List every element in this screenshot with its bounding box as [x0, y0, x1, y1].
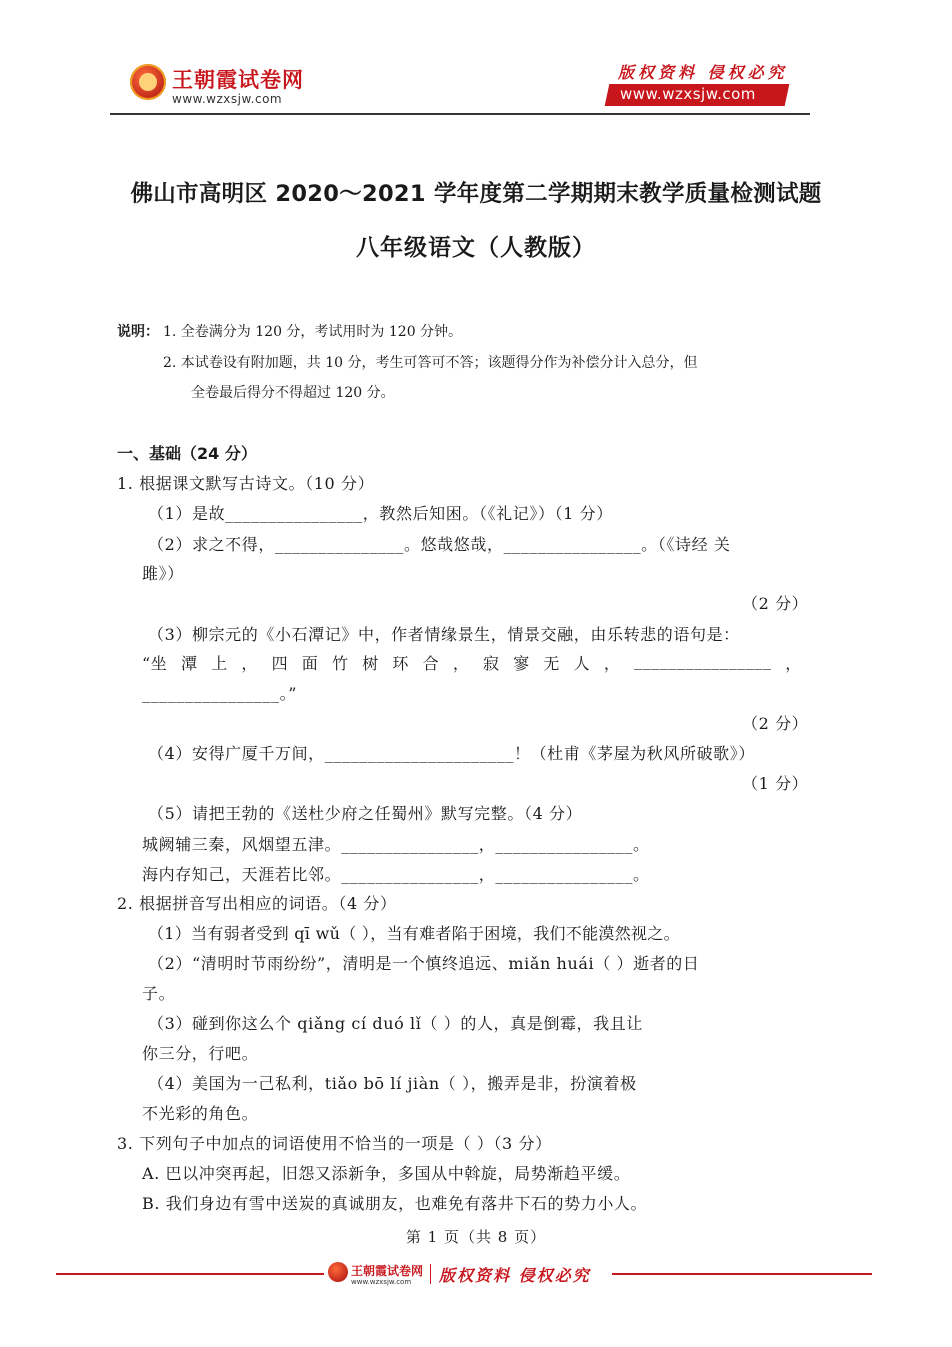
question-part-cont: 子。	[142, 984, 176, 1003]
poem-line: 城阙辅三秦，风烟望五津。________________，________________。	[142, 835, 650, 854]
quote-char: 面	[301, 654, 319, 673]
question-part: （3）柳宗元的《小石潭记》中，作者情缘景生，情景交融，由乐转悲的语句是：	[148, 625, 740, 644]
footer-logo-name: 王朝霞试卷网	[351, 1264, 424, 1278]
quote-char: 树	[362, 654, 379, 673]
quote-char: 无	[543, 654, 561, 673]
instructions-label: 说明：	[117, 324, 159, 340]
question-part-cont: 你三分，行吧。	[142, 1044, 259, 1063]
logo-name: 王朝霞试卷网	[172, 68, 304, 92]
quote-char: 环	[392, 654, 410, 673]
score-label: （2 分）	[742, 594, 809, 613]
quote-char: 竹	[332, 654, 349, 673]
question-part: （2）求之不得，_______________。悠哉悠哉，________________。（《诗经 关	[148, 535, 731, 554]
question-part: （5）请把王勃的《送杜少府之任蜀州》默写完整。（4 分）	[148, 804, 583, 823]
poem-line: 海内存知己，天涯若比邻。________________，________________。	[142, 865, 650, 884]
page-number: 第 1 页（共 8 页）	[405, 1228, 547, 1246]
footer-divider	[430, 1264, 431, 1284]
footer-logo-seal-icon	[328, 1262, 348, 1282]
quote-char: 人	[573, 654, 591, 673]
question-part: （3）碰到你这么个 qiǎng cí duó lǐ（ ）的人，真是倒霉，我且让	[148, 1014, 643, 1033]
footer-logo-url: www.wzxsjw.com	[351, 1278, 412, 1286]
question-part: （4）安得广厦千万间，______________________！（杜甫《茅屋为秋风所破歌》）	[148, 744, 755, 763]
quote-char: “坐	[142, 654, 168, 673]
question-stem: 3. 下列句子中加点的词语使用不恰当的一项是（ ）（3 分）	[117, 1134, 552, 1153]
question-part: （4）美国为一己私利，tiǎo bō lí jiàn（ ），搬弄是非，扮演着极	[148, 1074, 637, 1093]
question-part: （1）当有弱者受到 qī wǔ（ ），当有难者陷于困境，我们不能漠然视之。	[148, 924, 680, 943]
logo-seal-icon	[130, 64, 166, 100]
footer-rule-left	[56, 1273, 324, 1275]
question-stem: 2. 根据拼音写出相应的词语。（4 分）	[117, 894, 397, 913]
instruction-item-2: 2. 本试卷设有附加题，共 10 分，考生可答可不答；该题得分作为补偿分计入总分，但	[163, 355, 698, 371]
quote-char: 合	[422, 654, 440, 673]
quote-char: 上	[211, 654, 228, 673]
answer-blank[interactable]: ________________	[634, 651, 772, 670]
score-label: （2 分）	[742, 714, 809, 733]
copyright-slogan: 版权资料 侵权必究	[618, 63, 788, 82]
question-part: （1）是故________________，教然后知困。（《礼记》）（1 分）	[148, 504, 613, 523]
quote-char: ，	[452, 654, 470, 673]
quote-char: 寥	[513, 654, 530, 673]
footer-rule-right	[612, 1273, 872, 1275]
logo-url: www.wzxsjw.com	[172, 92, 283, 106]
justified-quote-line	[142, 651, 802, 674]
option-b: B. 我们身边有雪中送炭的真诚朋友，也难免有落井下石的势力小人。	[142, 1194, 648, 1213]
quote-char: ，	[603, 654, 621, 673]
quote-char: 寂	[483, 654, 500, 673]
banner-url[interactable]: www.wzxsjw.com	[620, 85, 756, 103]
option-a: A. 巴以冲突再起，旧怨又添新争，多国从中斡旋，局势渐趋平缓。	[142, 1164, 631, 1183]
quote-char: 四	[271, 654, 289, 673]
header-divider	[110, 113, 810, 115]
instruction-item-2-cont: 全卷最后得分不得超过 120 分。	[191, 385, 395, 401]
section-heading: 一、基础（24 分）	[117, 444, 257, 463]
question-part: （2）“清明时节雨纷纷”，清明是一个慎终追远、miǎn huái（ ）逝者的日	[148, 954, 700, 973]
score-label: （1 分）	[742, 774, 809, 793]
quote-char: ，	[241, 654, 258, 673]
question-part-cont: ________________。”	[142, 684, 297, 703]
footer-slogan: 版权资料 侵权必究	[439, 1266, 591, 1285]
question-part-cont: 雎》）	[142, 564, 184, 583]
exam-subtitle: 八年级语文（人教版）	[356, 235, 596, 261]
question-part-cont: 不光彩的角色。	[142, 1104, 259, 1123]
instruction-item-1: 1. 全卷满分为 120 分，考试用时为 120 分钟。	[163, 324, 463, 340]
quote-char: 潭	[180, 654, 198, 673]
quote-char: ，	[785, 654, 802, 673]
exam-title: 佛山市高明区 2020～2021 学年度第二学期期末教学质量检测试题	[130, 181, 822, 207]
question-stem: 1. 根据课文默写古诗文。（10 分）	[117, 474, 375, 493]
